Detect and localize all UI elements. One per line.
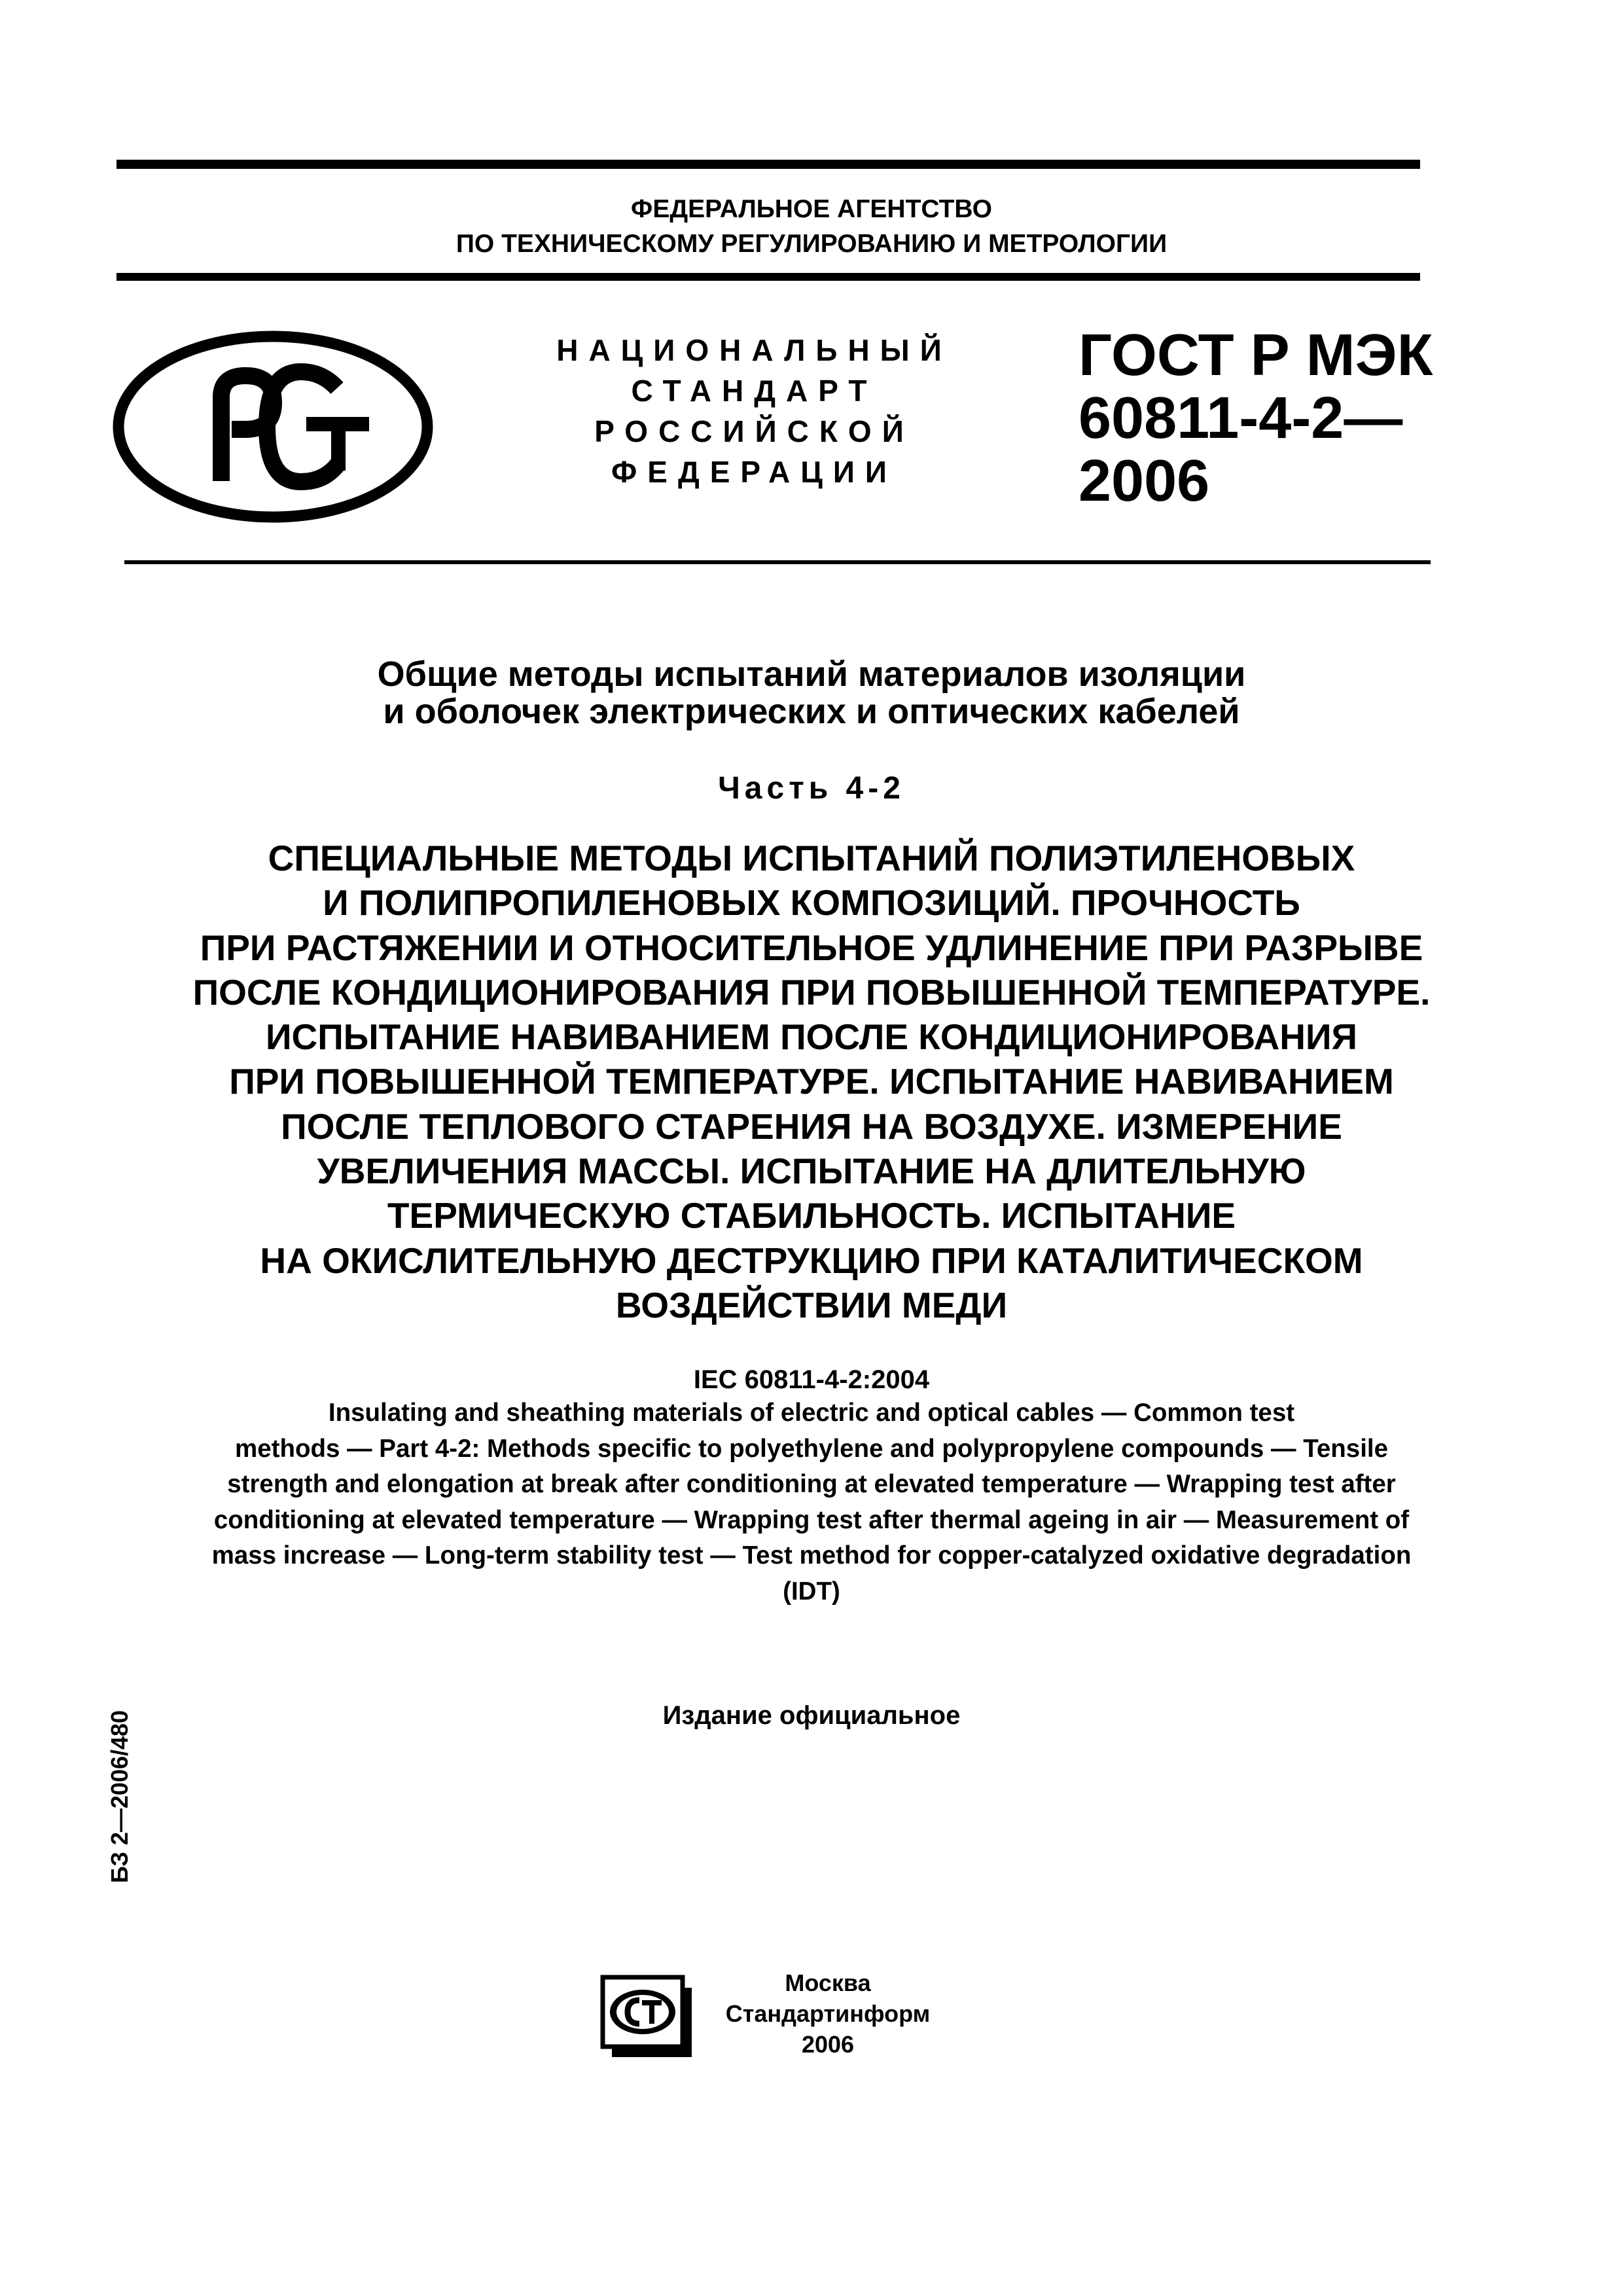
english-title-line: strength and elongation at break after conditioning at elevated temperature — Wrapping test after: [227, 1470, 1396, 1498]
english-title: [0, 1395, 1623, 1609]
part-title-line: ПОСЛЕ ТЕПЛОВОГО СТАРЕНИЯ НА ВОЗДУХЕ. ИЗМЕРЕНИЕ: [281, 1105, 1342, 1147]
title-rule: [124, 560, 1431, 564]
part-title-line: УВЕЛИЧЕНИЯ МАССЫ. ИСПЫТАНИЕ НА ДЛИТЕЛЬНУЮ: [317, 1151, 1306, 1192]
side-code-text: БЗ 2—2006/480: [106, 1710, 133, 1884]
english-title-line: (IDT): [783, 1577, 840, 1605]
english-title-line: mass increase — Long-term stability test — Test method for copper-catalyzed oxidative degradation: [211, 1541, 1412, 1570]
part-number: Часть 4-2: [718, 771, 905, 806]
top-rule: [116, 160, 1420, 169]
standard-code-line: 2006: [1079, 448, 1210, 514]
part-title-line: ТЕРМИЧЕСКУЮ СТАБИЛЬНОСТЬ. ИСПЫТАНИЕ: [387, 1195, 1236, 1236]
part-title-line: ВОЗДЕЙСТВИИ МЕДИ: [615, 1284, 1008, 1325]
agency-header: [0, 192, 1623, 261]
part-title-line: ПОСЛЕ КОНДИЦИОНИРОВАНИЯ ПРИ ПОВЫШЕННОЙ ТЕМПЕРАТУРЕ.: [192, 971, 1431, 1013]
general-title-line: и оболочек электрических и оптических кабелей: [383, 692, 1240, 731]
part-title-line: ПРИ РАСТЯЖЕНИИ И ОТНОСИТЕЛЬНОЕ УДЛИНЕНИЕ ПРИ РАЗРЫВЕ: [200, 927, 1423, 968]
standard-code: [1079, 324, 1433, 512]
part-title-line: И ПОЛИПРОПИЛЕНОВЫХ КОМПОЗИЦИЙ. ПРОЧНОСТЬ: [323, 882, 1300, 924]
english-title-line: Insulating and sheathing materials of electric and optical cables — Common test: [328, 1399, 1295, 1427]
publisher-name: Стандартинформ: [725, 2000, 931, 2027]
iec-reference: IEC 60811-4-2:2004: [693, 1365, 930, 1394]
standard-type-line: РОССИЙСКОЙ: [594, 414, 914, 448]
standard-type-line: НАЦИОНАЛЬНЫЙ: [556, 333, 952, 367]
standard-type-line: ФЕДЕРАЦИИ: [611, 455, 897, 489]
gost-r-logo: [111, 329, 435, 526]
edition-label: Издание официальное: [662, 1701, 961, 1730]
part-title-line: ИСПЫТАНИЕ НАВИВАНИЕМ ПОСЛЕ КОНДИЦИОНИРОВАНИЯ: [265, 1016, 1358, 1058]
publisher-info: [720, 1967, 936, 2060]
publisher-city: Москва: [785, 1969, 871, 1996]
standard-type-line: СТАНДАРТ: [631, 374, 878, 408]
part-title: [0, 836, 1623, 1327]
publisher-logo: [599, 1973, 697, 2060]
general-title: [0, 656, 1623, 730]
publisher-year: 2006: [801, 2031, 855, 2058]
standard-code-line: ГОСТ Р МЭК: [1079, 323, 1433, 388]
agency-line-2: ПО ТЕХНИЧЕСКОМУ РЕГУЛИРОВАНИЮ И МЕТРОЛОГИИ: [455, 230, 1168, 258]
english-title-line: conditioning at elevated temperature — Wrapping test after thermal ageing in air — Measurement of: [213, 1505, 1410, 1534]
part-title-line: СПЕЦИАЛЬНЫЕ МЕТОДЫ ИСПЫТАНИЙ ПОЛИЭТИЛЕНОВЫХ: [268, 838, 1355, 878]
standard-code-line: 60811-4-2—: [1079, 386, 1403, 451]
part-title-line: НА ОКИСЛИТЕЛЬНУЮ ДЕСТРУКЦИЮ ПРИ КАТАЛИТИЧЕСКОМ: [260, 1240, 1363, 1281]
header-rule: [116, 273, 1420, 281]
standard-type: [537, 330, 972, 492]
part-title-line: ПРИ ПОВЫШЕННОЙ ТЕМПЕРАТУРЕ. ИСПЫТАНИЕ НАВИВАНИЕМ: [229, 1061, 1394, 1102]
agency-line-1: ФЕДЕРАЛЬНОЕ АГЕНТСТВО: [631, 195, 992, 223]
english-title-line: methods — Part 4-2: Methods specific to polyethylene and polypropylene compounds — Tensile: [234, 1434, 1388, 1463]
general-title-line: Общие методы испытаний материалов изоляции: [377, 655, 1246, 694]
